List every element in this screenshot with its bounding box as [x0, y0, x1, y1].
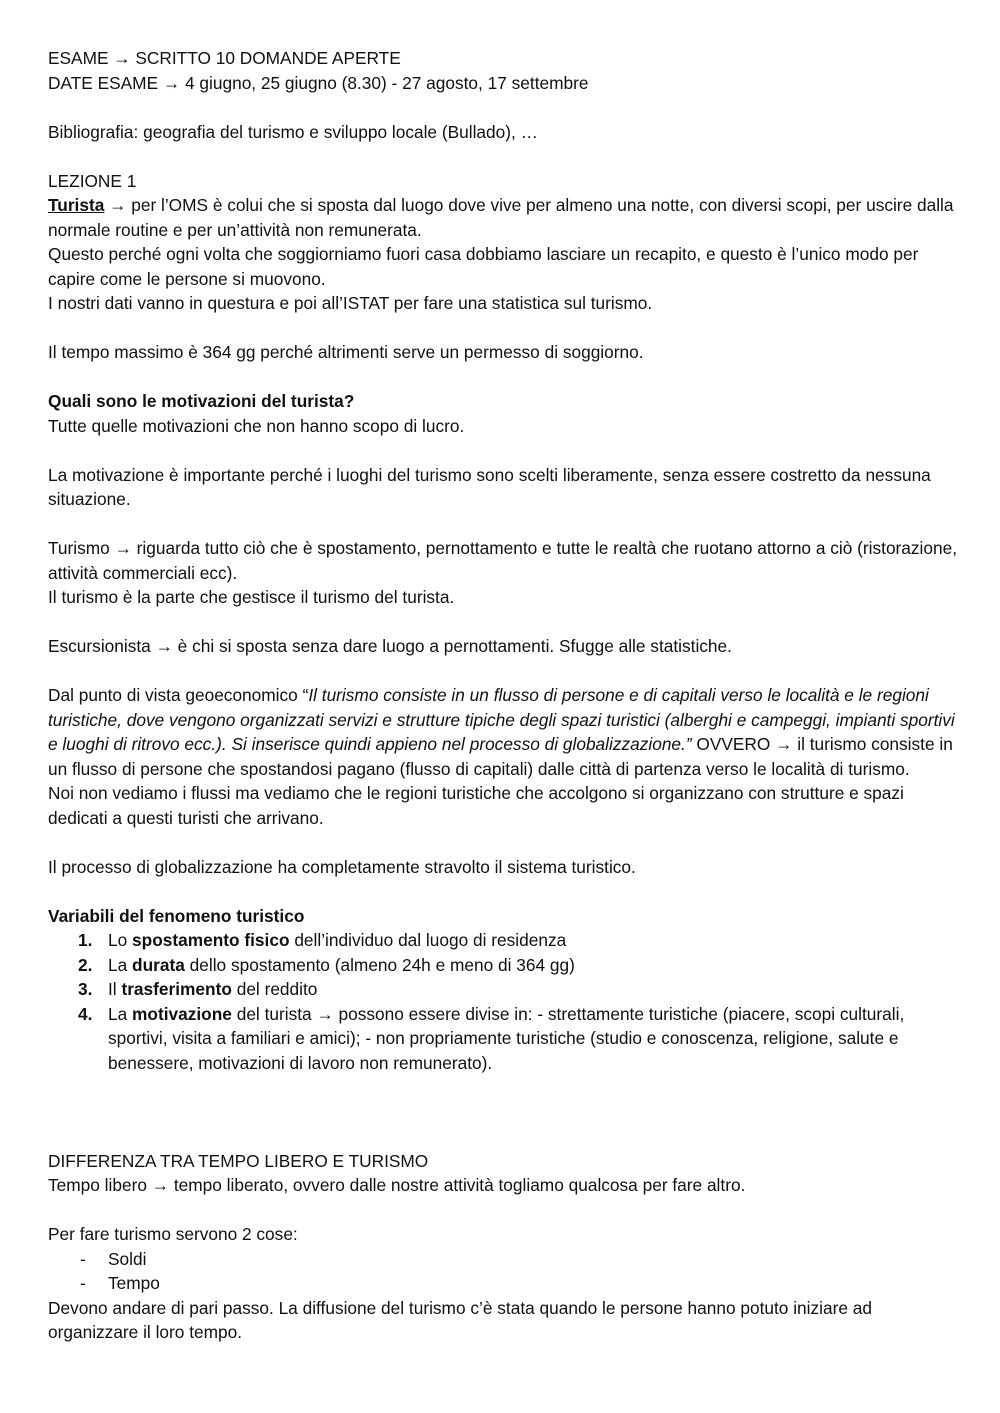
globalizzazione-paragraph: Il processo di globalizzazione ha completamente stravolto il sistema turistico.	[48, 856, 636, 877]
item-text: dello spostamento (almeno 24h e meno di 364 gg)	[184, 954, 575, 975]
list-item	[48, 1247, 958, 1272]
turista-definition-text: → per l’OMS è colui che si sposta dal luogo dove vive per almeno una notte, con diversi scopi, per uscire dalla normale routine e per un’attività non remunerata.	[48, 195, 954, 240]
item-text: Lo	[108, 930, 133, 950]
servono-paragraph: Per fare turismo servono 2 cose:	[48, 1224, 298, 1244]
motivazioni-answer: Tutte quelle motivazioni che non hanno scopo di lucro.	[48, 415, 465, 436]
item-text: La	[108, 954, 133, 975]
list-number: 4.	[78, 1003, 93, 1024]
item-text: La	[108, 1003, 133, 1024]
lesson-title: LEZIONE 1	[48, 170, 137, 191]
motivazioni-question: Quali sono le motivazioni del turista?	[48, 391, 355, 411]
exam-dates-line: DATE ESAME → 4 giugno, 25 giugno (8.30) - 27 agosto, 17 settembre	[48, 72, 589, 93]
item-text: del reddito	[231, 979, 318, 999]
variabili-heading: Variabili del fenomeno turistico	[48, 905, 305, 926]
variabili-item	[48, 928, 958, 953]
turista-definition	[48, 193, 958, 242]
list-number: 1.	[78, 930, 93, 950]
motivazione-paragraph: La motivazione è importante perché i luoghi del turismo sono scelti liberamente, senza essere costretto da nessuna situazione.	[48, 464, 931, 509]
geoeconomico-paragraph	[48, 683, 958, 781]
variabili-item	[48, 953, 958, 978]
bibliography-line: Bibliografia: geografia del turismo e sviluppo locale (Bullado), …	[48, 121, 538, 142]
item-text: dell’individuo dal luogo di residenza	[289, 930, 567, 950]
geoeconomico-intro: Dal punto di vista geoeconomico “	[48, 685, 309, 705]
servono-list	[48, 1247, 958, 1296]
flussi-paragraph: Noi non vediamo i flussi ma vediamo che le regioni turistiche che accolgono si organizzano con strutture e spazi dedicati a questi turisti che arrivano.	[48, 783, 904, 828]
questura-paragraph: I nostri dati vanno in questura e poi all’ISTAT per fare una statistica sul turismo.	[48, 293, 653, 313]
exam-format-line: ESAME → SCRITTO 10 DOMANDE APERTE	[48, 48, 401, 68]
variabili-item	[48, 1002, 958, 1076]
pari-passo-paragraph: Devono andare di pari passo. La diffusione del turismo c’è stata quando le persone hanno potuto iniziare ad organizzare il loro tempo.	[48, 1297, 872, 1342]
variabili-list	[48, 928, 958, 1075]
geoeconomico-explanation: OVVERO → il turismo consiste in un flusso di persone che spostandosi pagano (flusso di capitali) dalle città di partenza verso le località di turismo.	[48, 734, 953, 779]
list-item-text: Tempo	[108, 1273, 160, 1293]
list-item-text: Soldi	[108, 1248, 147, 1269]
tempo-libero-paragraph: Tempo libero → tempo liberato, ovvero dalle nostre attività togliamo qualcosa per fare altro.	[48, 1175, 746, 1195]
recapito-paragraph: Questo perché ogni volta che soggiorniamo fuori casa dobbiamo lasciare un recapito, e questo è l’unico modo per capire come le persone si muovono.	[48, 244, 919, 289]
item-keyword: trasferimento	[121, 979, 232, 999]
list-number: 2.	[78, 954, 93, 975]
list-number: 3.	[78, 979, 93, 999]
item-text: Il	[108, 979, 122, 999]
differenza-heading: DIFFERENZA TRA TEMPO LIBERO E TURISMO	[48, 1150, 429, 1171]
item-keyword: spostamento fisico	[132, 930, 290, 950]
turismo-definition-paragraph: Turismo → riguarda tutto ciò che è spostamento, pernottamento e tutte le realtà che ruotano attorno a ciò (ristorazione, attività commerciali ecc).	[48, 538, 958, 583]
tempo-massimo-paragraph: Il tempo massimo è 364 gg perché altrimenti serve un permesso di soggiorno.	[48, 342, 644, 362]
list-item	[48, 1271, 958, 1296]
item-keyword: durata	[132, 954, 185, 975]
escursionista-paragraph: Escursionista → è chi si sposta senza dare luogo a pernottamenti. Sfugge alle statistiche.	[48, 636, 732, 656]
turismo-parte-paragraph: Il turismo è la parte che gestisce il turismo del turista.	[48, 587, 455, 607]
geoeconomico-quote: Il turismo consiste in un flusso di persone e di capitali verso le località e le regioni turistiche, dove vengono organizzati servizi e strutture tipiche degli spazi turistici (alberghi e campeggi, impianti sportivi e luoghi di ritrovo ecc.). Si inserisce quindi appieno nel processo di globalizzazione.”	[48, 685, 955, 754]
dash-marker: -	[80, 1248, 86, 1269]
item-keyword: motivazione	[132, 1003, 232, 1024]
dash-marker: -	[80, 1273, 86, 1293]
document-page	[48, 46, 958, 1345]
item-text: del turista → possono essere divise in: - strettamente turistiche (piacere, scopi culturali, sportivi, visita a familiari e amici); - non propriamente turistiche (studio e conoscenza, religione, salute e benessere, motivazioni di lavoro non remunerato).	[108, 1003, 905, 1073]
variabili-item	[48, 977, 958, 1002]
turista-term: Turista	[48, 195, 105, 215]
